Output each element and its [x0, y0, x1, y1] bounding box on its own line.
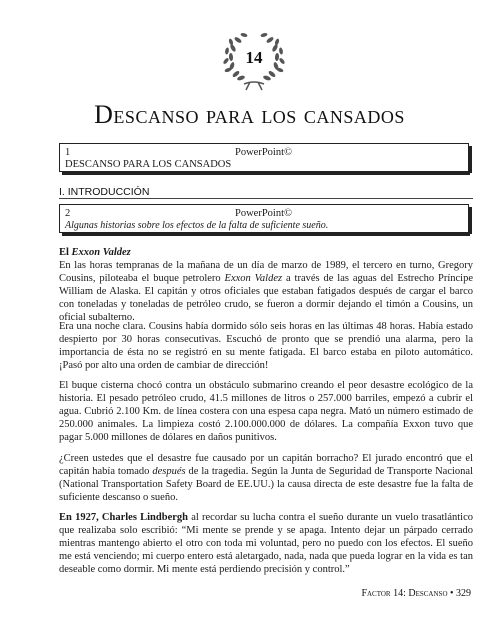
- paragraph-2: [59, 320, 473, 372]
- story-heading: [59, 246, 473, 259]
- paragraph-text: En las horas tempranas de la mañana de un día de marzo de 1989, el tercero en turno, Gregory Cousins, piloteaba el buque petrolero: [59, 260, 473, 284]
- paragraph-text: El buque cisterna chocó contra un obstáculo submarino creando el peor desastre ecológico de la historia. El pesado petróleo crudo, 41.5 millones de litros o 257.000 barriles, empezó a cubrir el agua. Cubrió 2.100 Km. de línea costera con una espesa capa negra. Mató un número estimado de 250.000 animales. La limpieza costó 2.100.000.000 de dólares. La compañía Exxon tuvo que pagar 5.000 millones de dólares en daños punitivos.: [59, 380, 473, 443]
- powerpoint-slide-box-2: [59, 204, 469, 233]
- section-heading: I. INTRODUCCIÓN: [59, 186, 150, 198]
- box-shadow: [62, 233, 470, 236]
- paragraph-text: al recordar su lucha contra el sueño durante un vuelo trasatlántico que realizaba solo escribió: “Mi mente se prende y se apaga. Intento dejar un párpado cerrado mientras mantengo abierto el otro con toda mi voluntad, pero no puedo con los efectos. El sueño me está venciendo; mi cuerpo entero está aletargado, nada, nada que pueda lograr en la vida es tan deseable como dormir. Mi mente está perdiendo precisión y control.”: [59, 512, 473, 575]
- slide-number: 1: [65, 147, 71, 158]
- paragraph-text: Era una noche clara. Cousins había dormido sólo seis horas en las últimas 48 horas. Había estado despierto por 30 horas consecutivas. Escuchó de pronto que se prendió una alarma, pero la importancia de ésta no se registró en su mente fatigada. El barco estaba en piloto automático. ¡Pasó por alto una orden de cambiar de dirección!: [59, 321, 473, 371]
- paragraph-1: [59, 259, 473, 324]
- slide-powerpoint-label: PowerPoint©: [235, 208, 292, 219]
- chapter-number: 14: [245, 48, 263, 67]
- paragraph-text: de la tragedia. Según la Junta de Seguridad de Transporte Nacional (National Transportation Safety Board de EE.UU.) la causa directa de este desastre fue la falta de suficiente descanso o sueño.: [59, 466, 473, 503]
- lead-in: En 1927, Charles Lindbergh: [59, 512, 188, 523]
- page-footer: Factor 14: Descanso • 329: [361, 588, 471, 599]
- paragraph-text: ¿Creen ustedes que el desastre fue causado por un capitán borracho? El jurado encontró que el capitán había tomado: [59, 453, 473, 477]
- powerpoint-slide-box-1: [59, 143, 469, 172]
- laurel-wreath-emblem: [222, 30, 286, 92]
- box-shadow: [469, 146, 472, 173]
- paragraph-text: a través de las aguas del Estrecho Príncipe William de Alaska. El capitán y otros oficiales que estaban fatigados después de cargar el barco con toneladas y toneladas de petróleo crudo, se fueron a dormir dejando el timón a Cousins, un oficial subalterno.: [59, 273, 473, 323]
- divider: [59, 198, 473, 199]
- paragraph-4: [59, 452, 473, 504]
- box-shadow: [62, 172, 470, 175]
- story-heading-prefix: El: [59, 247, 72, 258]
- emphasis: después: [152, 466, 186, 477]
- box-shadow: [469, 207, 472, 234]
- slide-text: DESCANSO PARA LOS CANSADOS: [65, 159, 232, 170]
- paragraph-3: [59, 379, 473, 444]
- slide-number: 2: [65, 208, 71, 219]
- slide-text: Algunas historias sobre los efectos de la falta de suficiente sueño.: [65, 220, 329, 231]
- slide-powerpoint-label: PowerPoint©: [235, 147, 292, 158]
- paragraph-5: [59, 511, 473, 576]
- story-heading-ship-name: Exxon Valdez: [71, 247, 131, 258]
- ship-name: Exxon Valdez: [224, 273, 283, 284]
- chapter-title: Descanso para los cansados: [94, 100, 405, 129]
